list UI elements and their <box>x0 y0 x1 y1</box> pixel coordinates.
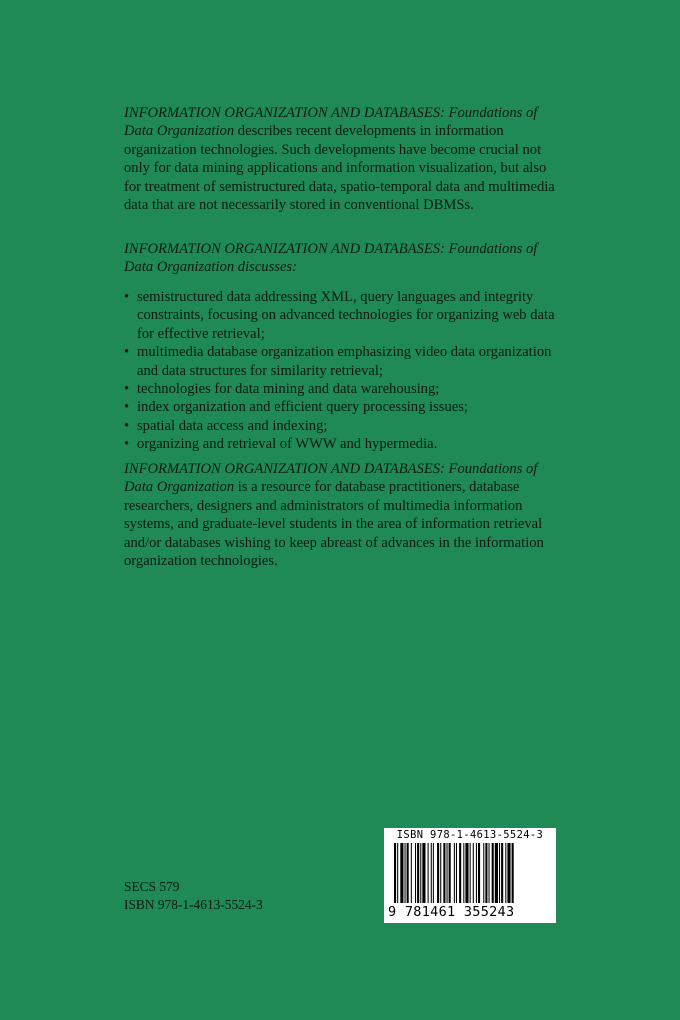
barcode-digits: 9 781461 355243 <box>388 904 515 920</box>
audience-paragraph <box>124 460 556 570</box>
barcode-isbn-text: ISBN 978-1-4613-5524-3 <box>396 829 544 841</box>
description-paragraph <box>124 104 556 214</box>
list-item: • index organization and efficient query processing issues; <box>124 398 556 416</box>
barcode-label <box>384 828 556 923</box>
book-title-italic: INFORMATION ORGANIZATION AND DATABASES: Foundations of Data Organization <box>124 461 538 496</box>
description-body: describes recent developments in information organization technologies. Such developments have become crucial not only for data mining applications and information visualization, but also for treatment of semistructured data, spatio-temporal data and multimedia data that are not necessarily stored in conventional DBMSs. <box>124 123 555 214</box>
list-item: • spatial data access and indexing; <box>124 417 556 435</box>
audience-body: is a resource for database practitioners, database researchers, designers and administrators of multimedia information systems, and graduate-level students in the area of information retrieval and/or databases wishing to keep abreast of advances in the information organization technologies. <box>124 479 544 570</box>
topics-list <box>124 288 556 454</box>
discusses-heading <box>124 240 556 277</box>
series-info <box>124 878 263 913</box>
topics-list-container <box>124 288 556 454</box>
list-item: • semistructured data addressing XML, query languages and integrity constraints, focusing on advanced technologies for organizing web data for effective retrieval; <box>124 288 556 343</box>
book-title-italic: INFORMATION ORGANIZATION AND DATABASES: Foundations of Data Organization <box>124 105 538 140</box>
series-number: SECS 579 <box>124 879 180 894</box>
list-item: • technologies for data mining and data warehousing; <box>124 380 556 398</box>
list-item: • multimedia database organization emphasizing video data organization and data structures for similarity retrieval; <box>124 343 556 380</box>
discusses-heading-text: INFORMATION ORGANIZATION AND DATABASES: Foundations of Data Organization discusses: <box>124 241 538 276</box>
list-item: • organizing and retrieval of WWW and hypermedia. <box>124 435 556 453</box>
isbn-text: ISBN 978-1-4613-5524-3 <box>124 896 263 912</box>
barcode-icon <box>390 843 550 905</box>
